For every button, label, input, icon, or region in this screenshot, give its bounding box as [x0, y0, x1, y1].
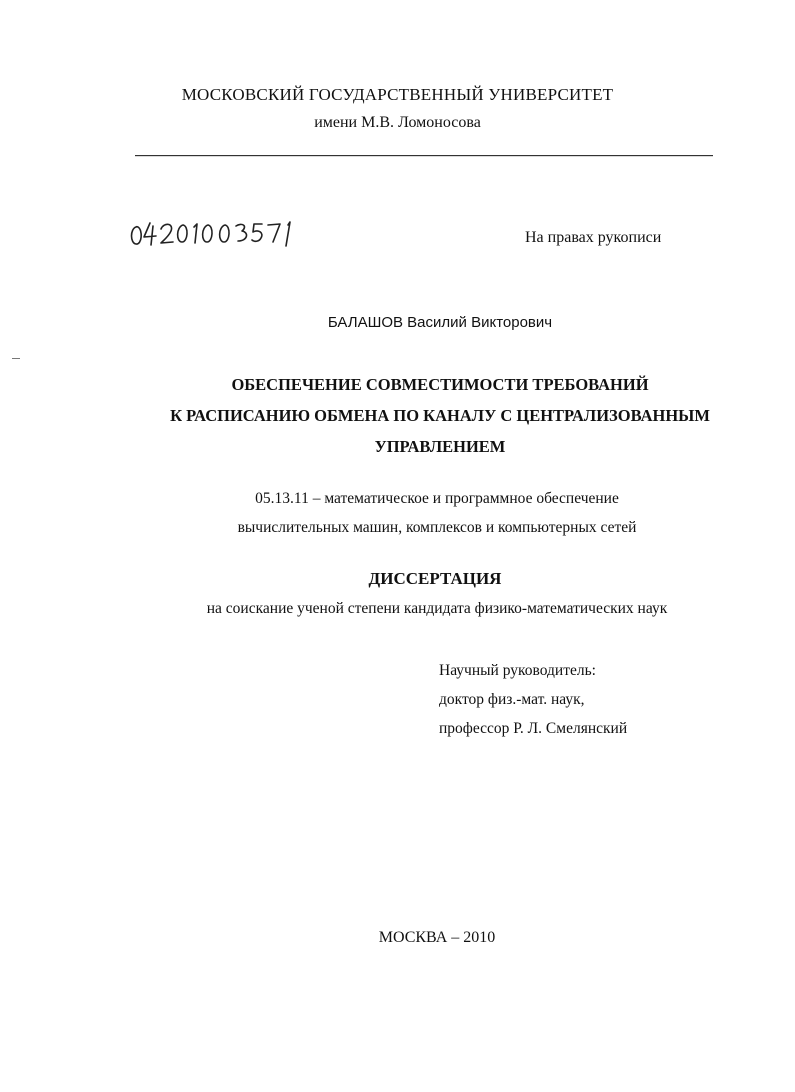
manuscript-rights-note: На правах рукописи: [525, 229, 662, 246]
document-type-heading: ДИССЕРТАЦИЯ: [368, 569, 502, 588]
header-divider: [135, 155, 713, 156]
university-named-after: имени М.В. Ломоносова: [314, 114, 481, 131]
supervisor-label: Научный руководитель:: [439, 662, 596, 679]
scan-artifact-mark: [12, 358, 20, 359]
city-year: МОСКВА – 2010: [378, 929, 496, 946]
handwritten-registration-number: [128, 213, 296, 253]
specialty-line-2: вычислительных машин, комплексов и компьютерных сетей: [237, 519, 637, 536]
handwritten-number-drawing: [128, 213, 296, 253]
degree-statement: на соискание ученой степени кандидата физико-математических наук: [206, 600, 668, 617]
supervisor-degree: доктор физ.-мат. наук,: [439, 691, 585, 708]
specialty-line-1: 05.13.11 – математическое и программное обеспечение: [255, 490, 619, 507]
dissertation-title: [0, 369, 795, 462]
title-line-1: ОБЕСПЕЧЕНИЕ СОВМЕСТИМОСТИ ТРЕБОВАНИЙ: [231, 375, 649, 394]
supervisor-name: профессор Р. Л. Смелянский: [439, 720, 628, 737]
university-name: МОСКОВСКИЙ ГОСУДАРСТВЕННЫЙ УНИВЕРСИТЕТ: [181, 85, 614, 104]
title-line-3: УПРАВЛЕНИЕМ: [374, 437, 506, 456]
title-line-2: К РАСПИСАНИЮ ОБМЕНА ПО КАНАЛУ С ЦЕНТРАЛИЗОВАННЫМ: [170, 406, 710, 425]
author-name: БАЛАШОВ Василий Викторович: [327, 314, 553, 331]
specialty-code: [0, 484, 795, 542]
supervisor-block: [439, 656, 627, 743]
